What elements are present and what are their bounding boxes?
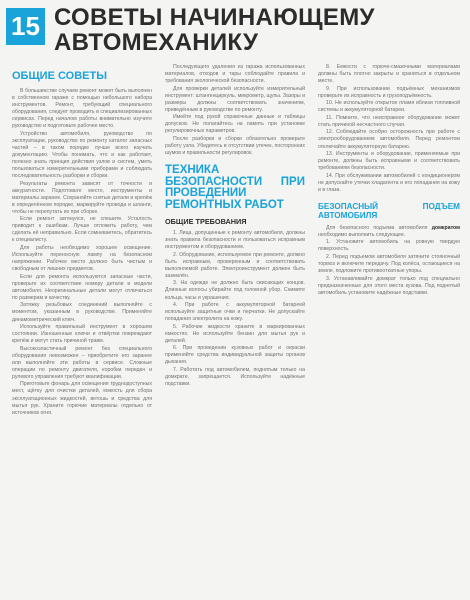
lift-intro-paragraph: [318, 225, 460, 239]
section-heading-safe-lift: БЕЗОПАСНЫЙ ПОДЪЕМ АВТОМОБИЛЯ: [318, 201, 460, 220]
safety-rule: 9. При использовании подъёмных механизмов проверьте их исправность и грузоподъёмность.: [318, 85, 460, 99]
column-3-lift-rules: [318, 239, 460, 296]
safety-rule: 3. На одежде не должно быть свисающих концов. Длинные волосы убирайте под головной убор. Снимите кольца, часы и украшения.: [165, 280, 305, 301]
lift-intro-jack: домкратом: [431, 224, 460, 231]
page-title-line-2: АВТОМЕХАНИКУ: [54, 29, 259, 56]
safety-rule: 13. Инструменты и оборудование, применяемые при ремонте, должны быть исправными и соответствовать требованиям безопасности.: [318, 151, 460, 172]
paragraph: Имейте под рукой справочные данные и таблицы допусков. Не полагайтесь на память при установке регулировочных параметров.: [165, 114, 305, 135]
chapter-number-badge: 15: [6, 8, 45, 45]
subheading-general-requirements: ОБЩИЕ ТРЕБОВАНИЯ: [165, 217, 247, 227]
safety-rule: 6. При проведении кузовных работ и окраски применяйте средства индивидуальной защиты органов дыхания.: [165, 345, 305, 366]
paragraph: Устройство автомобиля, руководство по эксплуатации, руководство по ремонту каталог запасных частей – в таком порядке лучше всего изучать документацию. Чтобы понимать, что и как работает, полезно знать принцип действия узлов и систем, уметь пользоваться измерительными приборами и соблюдать последовательность разборки и сборки.: [12, 130, 152, 180]
section-heading-safety: ТЕХНИКА БЕЗОПАСНОСТИ ПРИ ПРОВЕДЕНИИ РЕМОНТНЫХ РАБОТ: [165, 164, 305, 211]
column-2-intro: [165, 64, 305, 157]
column-1: [12, 70, 152, 417]
safety-rule: 1. Лица, допущенные к ремонту автомобиля, должны знать правила безопасности и пользоваться исправным инструментом и оборудованием.: [165, 230, 305, 251]
paragraph: Затяжку резьбовых соединений выполняйте с моментом, указанным в руководстве. Применяйте динамометрический ключ.: [12, 302, 152, 323]
page-title-line-1: СОВЕТЫ НАЧИНАЮЩЕМУ: [54, 4, 375, 31]
safety-rule: 8. Емкости с горюче-смазочными материалами должны быть плотно закрыты и храниться в отдельном месте.: [318, 64, 460, 85]
paragraph: Если для ремонта используются запасные части, проверьте их соответствие номеру детали и модели автомобиля. Неоригинальные детали могут отличаться по размерам и качеству.: [12, 273, 152, 301]
paragraph: Приготовьте фонарь для освещения труднодоступных мест, щётку для очистки деталей, емкость для сбора эксплуатационных жидкостей, ветошь и средства для мытья рук. Храните горючие материалы отдельно от источников огня.: [12, 381, 152, 416]
paragraph: В большинстве случаев ремонт может быть выполнен в собственном гараже с помощью небольшого набора инструментов. Ремонт, требующий специального оборудования, следует проводить в специализированных сервисах. Перед началом работы внимательно изучите руководство и подготовьте рабочее место.: [12, 88, 152, 130]
page-title: [54, 5, 460, 55]
column-3-intro: [318, 64, 460, 194]
lift-rule: 2. Перед подъемом автомобиля затяните стояночный тормоз и включите передачу. Под колёса, остающиеся на земле, подложите противооткатные упоры.: [318, 254, 460, 275]
column-2-rules: [165, 230, 305, 388]
safety-rule: 2. Оборудование, используемое при ремонте, должно быть исправным, проверенным и соответствовать выполняемой работе. Электроинструмент должен быть заземлён.: [165, 251, 305, 279]
safety-rule: 4. При работе с аккумуляторной батареей используйте защитные очки и перчатки. Не допускайте попадания электролита на кожу.: [165, 302, 305, 323]
lift-intro-suffix: необходимо выполнить следующее.: [318, 231, 406, 238]
column-2: [165, 64, 305, 389]
safety-rule: 5. Рабочие жидкости храните в маркированных емкостях. Не используйте бензин для мытья рук и деталей.: [165, 323, 305, 344]
paragraph: Последующего удаления из гаража использованных материалов, отходов и тары соблюдайте правила и требования экологической безопасности.: [165, 64, 305, 85]
safety-rule: 14. При обслуживании автомобилей с кондиционером не допускайте утечки хладагента и его попадания на кожу и в глаза.: [318, 172, 460, 193]
safety-rule: 11. Помните, что неисправное оборудование может стать причиной несчастного случая.: [318, 114, 460, 128]
paragraph: Результаты ремонта зависят от точности и аккуратности. Подготовьте место, инструменты и материалы заранее. Сохраняйте снятые детали и крепёж в определённом порядке, маркируйте провода и шланги, чтобы не перепутать их при сборке.: [12, 180, 152, 215]
paragraph: Если ремонт затянулся, не спешите. Усталость приводит к ошибкам. Лучше отложить работу, чем сделать её неправильно. Если сомневаетесь, обратитесь к специалисту.: [12, 216, 152, 244]
paragraph: Для работы необходимо хорошее освещение. Используйте переносную лампу на безопасном напряжении. Рабочее место должно быть чистым и свободным от лишних предметов.: [12, 245, 152, 273]
paragraph: Используйте правильный инструмент в хорошем состоянии. Изношенные ключи и отвёртки повреждают крепёж и могут стать причиной травм.: [12, 324, 152, 345]
lift-rule: 1. Установите автомобиль на ровную твердую поверхность.: [318, 239, 460, 253]
paragraph: После разборки и сборки обязательно проверьте работу узла. Убедитесь в отсутствии утечек, посторонних шумов и правильности регулировок.: [165, 135, 305, 157]
paragraph: Высокоэластичный ремонт без специального оборудования невозможен – приобретите его заранее или выполняйте эти работы в сервисе. Сложные операции по ремонту двигателя, коробки передач и рулевого управления требуют квалификации.: [12, 345, 152, 380]
safety-rule: 10. Не используйте открытое пламя вблизи топливной системы и аккумуляторной батареи.: [318, 100, 460, 114]
lift-intro-prefix: Для безопасного подъема автомобиля: [326, 224, 432, 231]
safety-rule: 7. Работать под автомобилем, поднятым только на домкрате, запрещается. Используйте надёжные подставки.: [165, 367, 305, 388]
column-3: [318, 64, 460, 297]
safety-rule: 12. Соблюдайте особую осторожность при работе с электрооборудованием автомобиля. Перед ремонтом отключайте аккумуляторную батарею.: [318, 129, 460, 150]
section-heading-general-tips: ОБЩИЕ СОВЕТЫ: [12, 70, 107, 82]
lift-rule: 3. Устанавливайте домкрат только под специально предназначенные для этого места кузова. Под поднятый автомобиль установите надёжные подставки.: [318, 275, 460, 296]
paragraph: Для проверки деталей используйте измерительный инструмент: штангенциркуль, микрометр, щупы. Зазоры и размеры должны соответствовать значениям, приведённым в руководстве по ремонту.: [165, 85, 305, 113]
column-1-paragraphs: [12, 88, 152, 417]
